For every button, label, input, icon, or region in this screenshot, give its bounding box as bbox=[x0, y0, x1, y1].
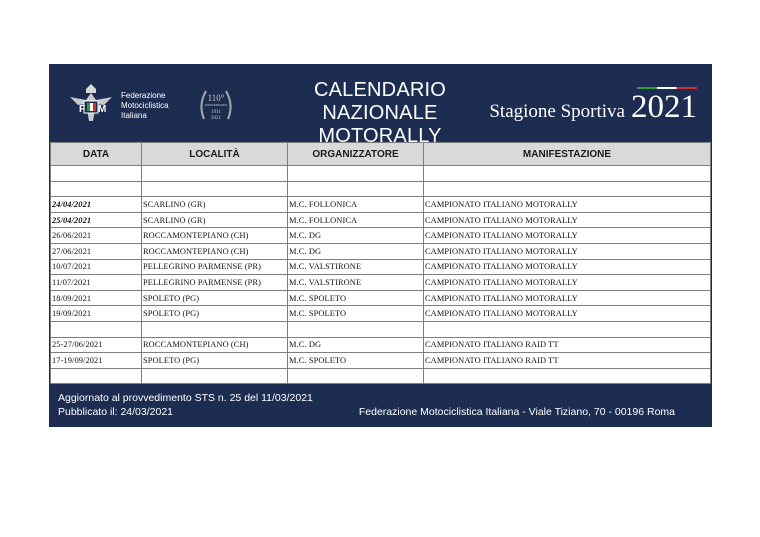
cell-organizer bbox=[288, 181, 424, 197]
update-note: Aggiornato al provvedimento STS n. 25 del 11/03/2021 bbox=[58, 392, 313, 405]
cell-event: CAMPIONATO ITALIANO MOTORALLY bbox=[424, 197, 711, 213]
table-row bbox=[51, 353, 711, 369]
table-row bbox=[51, 166, 711, 182]
cell-event: CAMPIONATO ITALIANO RAID TT bbox=[424, 337, 711, 353]
table-row bbox=[51, 243, 711, 259]
calendar-table bbox=[50, 142, 711, 384]
column-header-manifestazione: MANIFESTAZIONE bbox=[424, 143, 711, 166]
cell-location: ROCCAMONTEPIANO (CH) bbox=[142, 337, 288, 353]
cell-date bbox=[51, 321, 142, 337]
document-footer bbox=[50, 384, 711, 426]
cell-location bbox=[142, 321, 288, 337]
calendar-document bbox=[49, 64, 712, 427]
table-row bbox=[51, 259, 711, 275]
cell-event: CAMPIONATO ITALIANO MOTORALLY bbox=[424, 275, 711, 291]
cell-event: CAMPIONATO ITALIANO MOTORALLY bbox=[424, 228, 711, 244]
published-date: Pubblicato il: 24/03/2021 bbox=[58, 406, 174, 419]
cell-date bbox=[51, 368, 142, 384]
table-row bbox=[51, 181, 711, 197]
cell-event: CAMPIONATO ITALIANO MOTORALLY bbox=[424, 290, 711, 306]
cell-location bbox=[142, 368, 288, 384]
season-label: Stagione Sportiva bbox=[489, 101, 625, 122]
federation-address: Federazione Motociclistica Italiana - Viale Tiziano, 70 - 00196 Roma bbox=[358, 406, 675, 419]
cell-event bbox=[424, 181, 711, 197]
cell-organizer: M.C. SPOLETO bbox=[288, 353, 424, 369]
cell-date: 27/06/2021 bbox=[51, 243, 142, 259]
anniversary-year-end: 2021 bbox=[211, 116, 221, 121]
season-label-block bbox=[489, 89, 697, 126]
page-title bbox=[270, 79, 490, 148]
cell-event: CAMPIONATO ITALIANO RAID TT bbox=[424, 353, 711, 369]
cell-date bbox=[51, 166, 142, 182]
table-row bbox=[51, 306, 711, 322]
cell-date: 25-27/06/2021 bbox=[51, 337, 142, 353]
cell-organizer bbox=[288, 368, 424, 384]
cell-organizer: M.C. VALSTIRONE bbox=[288, 259, 424, 275]
cell-date: 25/04/2021 bbox=[51, 212, 142, 228]
table-row bbox=[51, 290, 711, 306]
org-line-3: Italiana bbox=[121, 111, 147, 120]
cell-date: 19/09/2021 bbox=[51, 306, 142, 322]
cell-organizer: M.C. DG bbox=[288, 228, 424, 244]
fmi-eagle-logo-icon bbox=[68, 81, 114, 127]
table-row bbox=[51, 337, 711, 353]
cell-event: CAMPIONATO ITALIANO MOTORALLY bbox=[424, 243, 711, 259]
season-year: 2021 bbox=[631, 89, 697, 125]
cell-location: PELLEGRINO PARMENSE (PR) bbox=[142, 275, 288, 291]
table-row bbox=[51, 212, 711, 228]
cell-date: 11/07/2021 bbox=[51, 275, 142, 291]
anniversary-label: ANNIVERSARIO bbox=[204, 103, 228, 107]
cell-event: CAMPIONATO ITALIANO MOTORALLY bbox=[424, 259, 711, 275]
cell-location: ROCCAMONTEPIANO (CH) bbox=[142, 228, 288, 244]
column-header-localita: LOCALITÀ bbox=[142, 143, 288, 166]
cell-organizer: M.C. VALSTIRONE bbox=[288, 275, 424, 291]
cell-event bbox=[424, 321, 711, 337]
cell-location: ROCCAMONTEPIANO (CH) bbox=[142, 243, 288, 259]
cell-location: SCARLINO (GR) bbox=[142, 212, 288, 228]
cell-location bbox=[142, 166, 288, 182]
anniversary-number: 110° bbox=[207, 93, 225, 103]
cell-date: 18/09/2021 bbox=[51, 290, 142, 306]
table-row bbox=[51, 275, 711, 291]
cell-location: PELLEGRINO PARMENSE (PR) bbox=[142, 259, 288, 275]
cell-date: 17-19/09/2021 bbox=[51, 353, 142, 369]
cell-location: SPOLETO (PG) bbox=[142, 290, 288, 306]
anniversary-laurel-badge-icon bbox=[196, 87, 236, 123]
cell-event bbox=[424, 368, 711, 384]
svg-text:F: F bbox=[79, 104, 86, 115]
table-row bbox=[51, 321, 711, 337]
cell-organizer: M.C. SPOLETO bbox=[288, 290, 424, 306]
cell-organizer: M.C. DG bbox=[288, 337, 424, 353]
cell-event bbox=[424, 166, 711, 182]
cell-organizer bbox=[288, 321, 424, 337]
fmi-name-text bbox=[121, 91, 169, 121]
cell-event: CAMPIONATO ITALIANO MOTORALLY bbox=[424, 306, 711, 322]
cell-organizer bbox=[288, 166, 424, 182]
cell-date: 26/06/2021 bbox=[51, 228, 142, 244]
cell-location: SCARLINO (GR) bbox=[142, 197, 288, 213]
org-line-2: Motociclistica bbox=[121, 101, 169, 110]
cell-organizer: M.C. DG bbox=[288, 243, 424, 259]
document-header bbox=[50, 65, 711, 147]
table-body bbox=[51, 166, 711, 384]
anniversary-year-start: 1911 bbox=[211, 110, 221, 115]
fmi-logo-block bbox=[68, 81, 228, 127]
org-line-1: Federazione bbox=[121, 91, 166, 100]
cell-organizer: M.C. FOLLONICA bbox=[288, 212, 424, 228]
title-line-1: CALENDARIO NAZIONALE bbox=[313, 79, 447, 124]
svg-text:M: M bbox=[98, 104, 107, 115]
cell-date: 24/04/2021 bbox=[51, 197, 142, 213]
table-row bbox=[51, 228, 711, 244]
cell-organizer: M.C. FOLLONICA bbox=[288, 197, 424, 213]
cell-date bbox=[51, 181, 142, 197]
cell-event: CAMPIONATO ITALIANO MOTORALLY bbox=[424, 212, 711, 228]
cell-location: SPOLETO (PG) bbox=[142, 353, 288, 369]
table-row bbox=[51, 368, 711, 384]
title-line-2: MOTORALLY bbox=[318, 125, 442, 147]
cell-location bbox=[142, 181, 288, 197]
cell-date: 10/07/2021 bbox=[51, 259, 142, 275]
column-header-organizzatore: ORGANIZZATORE bbox=[288, 143, 424, 166]
table-row bbox=[51, 197, 711, 213]
column-header-data: DATA bbox=[51, 143, 142, 166]
cell-location: SPOLETO (PG) bbox=[142, 306, 288, 322]
cell-organizer: M.C. SPOLETO bbox=[288, 306, 424, 322]
